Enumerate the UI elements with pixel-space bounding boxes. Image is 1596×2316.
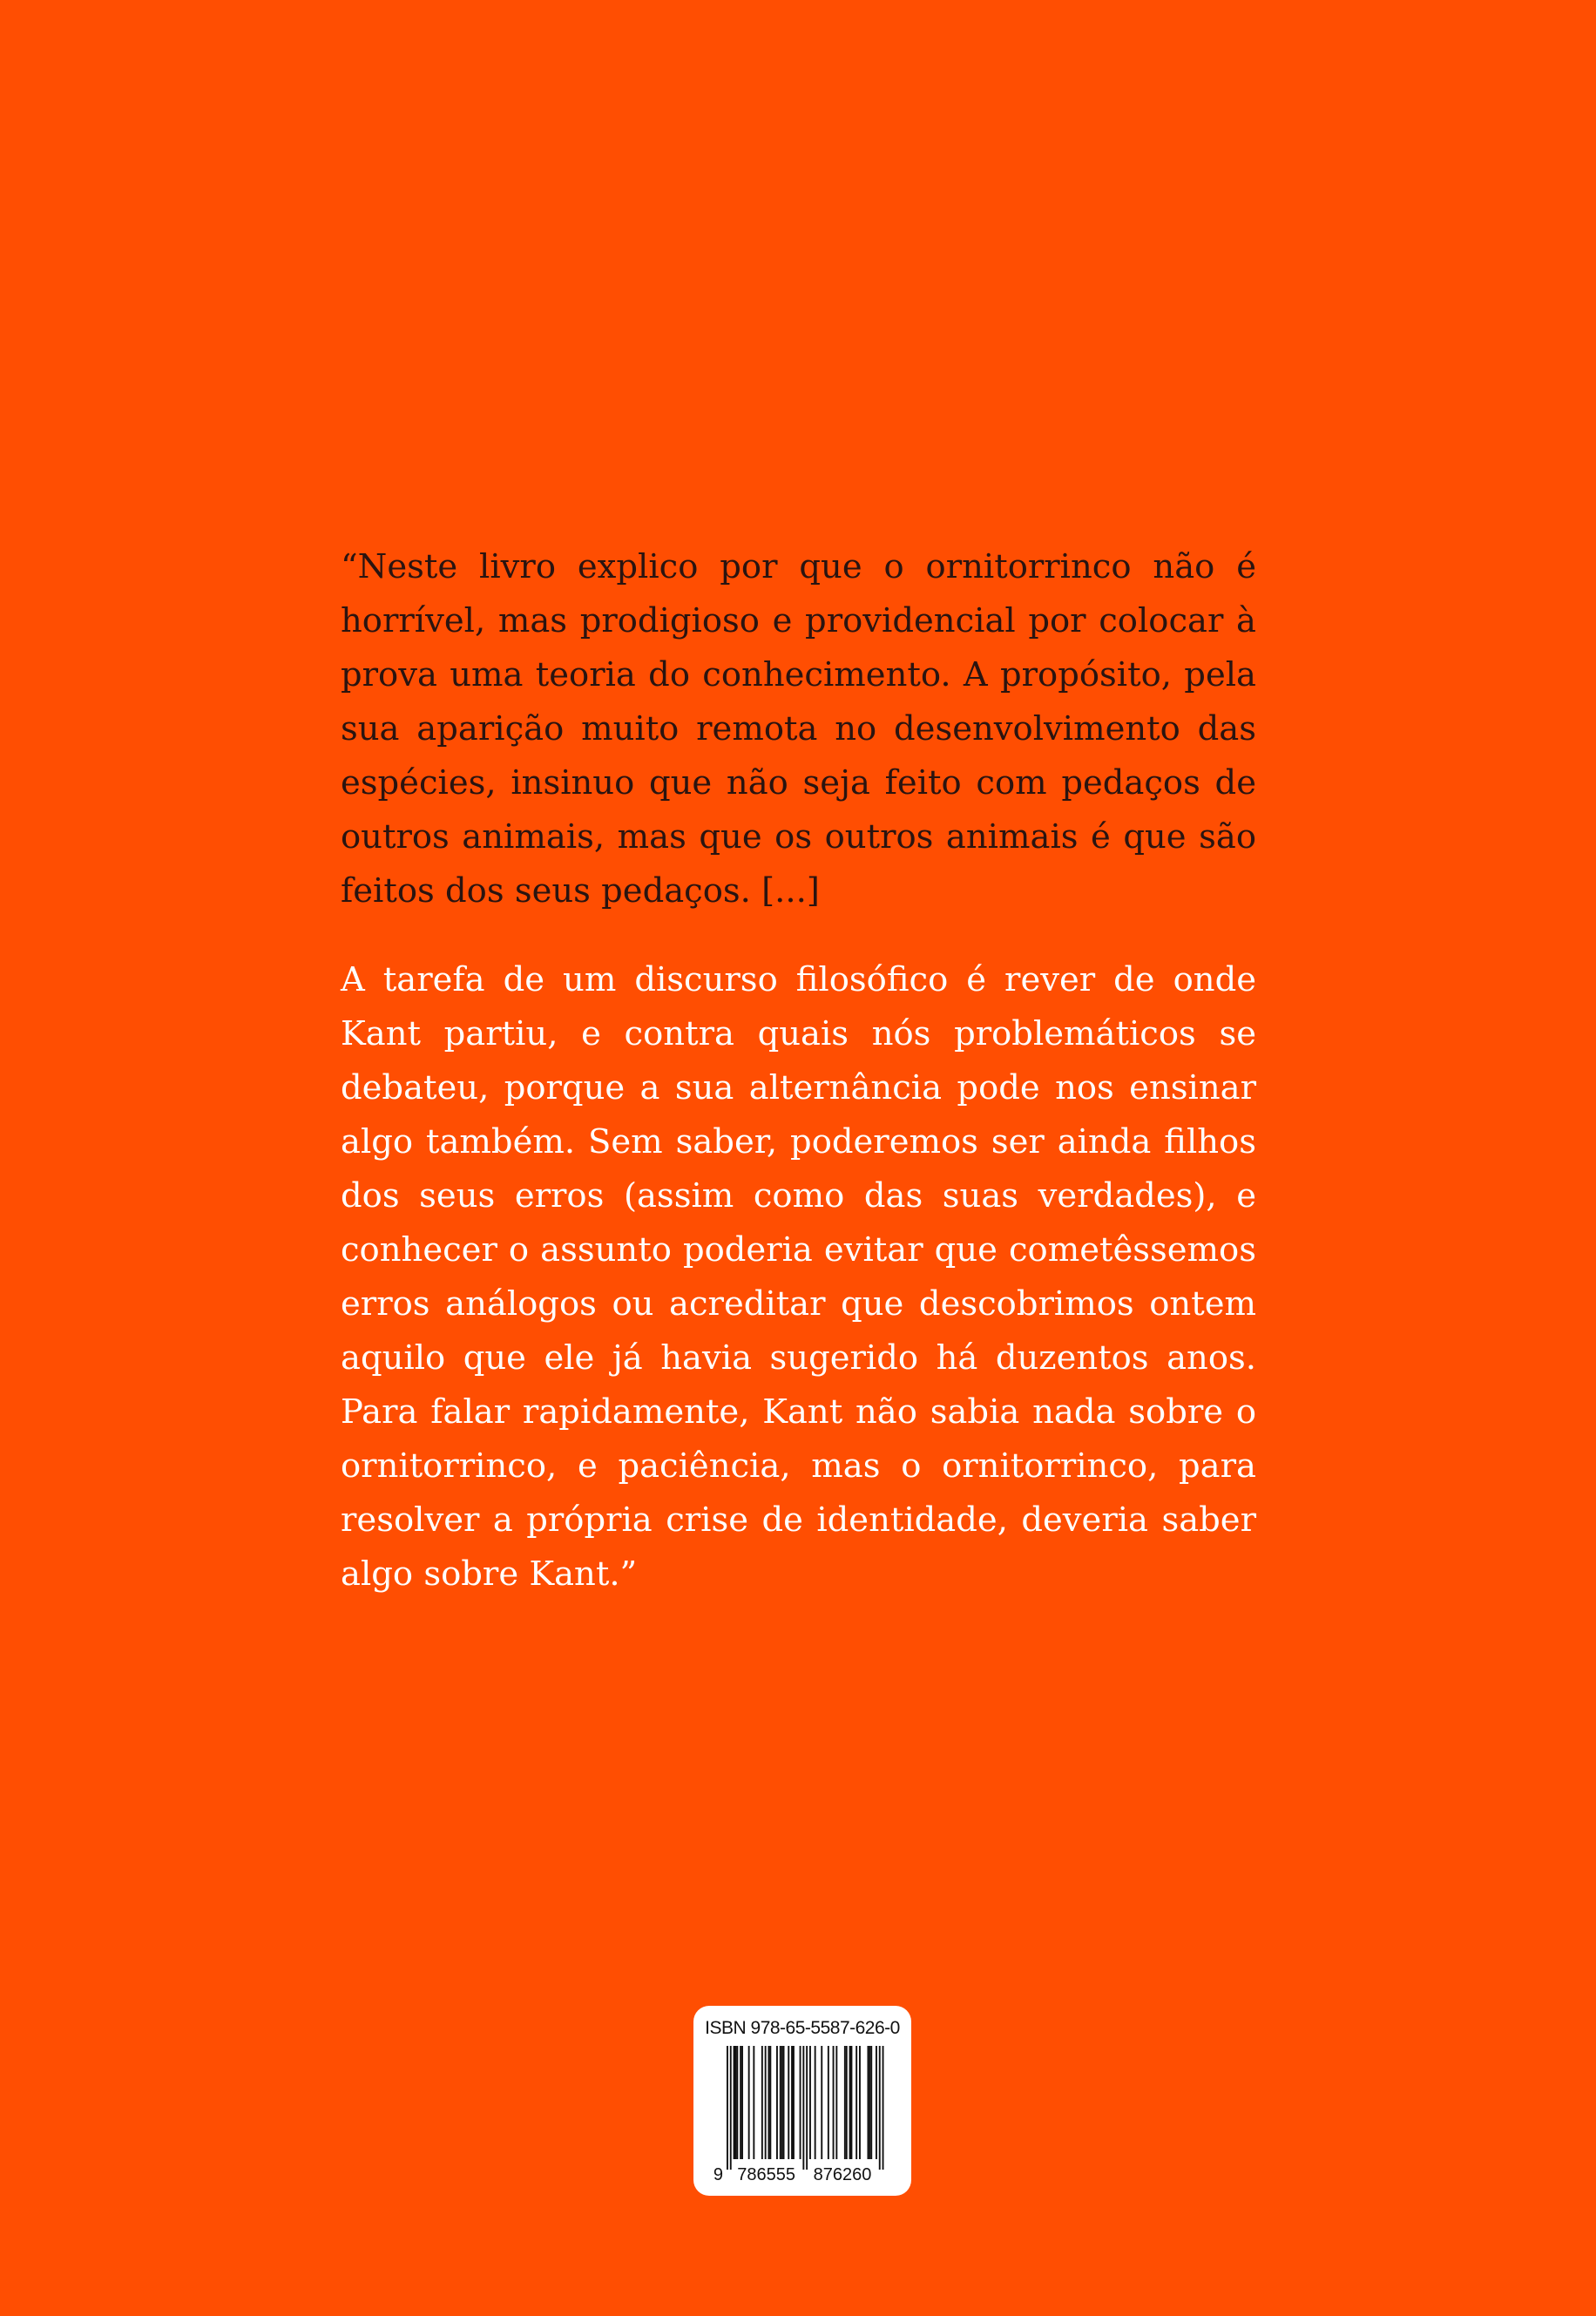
barcode-bar: [776, 2046, 778, 2159]
barcode-bar: [833, 2046, 835, 2159]
barcode-bar: [734, 2046, 735, 2159]
barcode-bar: [748, 2046, 750, 2159]
barcode-bar: [800, 2046, 801, 2159]
barcode-bar: [806, 2046, 808, 2170]
barcode-bar: [781, 2046, 783, 2159]
barcode-bar: [859, 2046, 861, 2159]
barcode-digit-first: 9: [713, 2165, 723, 2184]
barcode-bar: [809, 2046, 811, 2159]
barcode-bar: [740, 2046, 741, 2159]
barcode-bar: [835, 2046, 837, 2159]
barcode-bar: [730, 2046, 732, 2170]
back-cover-quote: [341, 540, 1256, 1602]
quote-paragraph-2: A tarefa de um discurso filosófico é rever de onde Kant partiu, e contra quais nós problemáticos se debateu, porque a sua alternância pode nos ensinar algo também. Sem saber, poderemos ser ainda filhos dos seus erros (assim como das suas verdades), e conhecer o assunto poderia evitar que cometêssemos erros análogos ou acreditar que descobrimos ontem aquilo que ele já havia sugerido há duzentos anos. Para falar rapidamente, Kant não sabia nada sobre o ornitorrinco, e paciência, mas o ornitorrinco, para resolver a própria crise de identidade, deveria saber algo sobre Kant.”: [341, 960, 1256, 1594]
barcode-bar: [741, 2046, 743, 2159]
barcode-bar: [780, 2046, 781, 2159]
barcode-bar: [844, 2046, 846, 2159]
barcode-bar: [883, 2046, 884, 2170]
barcode-icon: [713, 2046, 892, 2185]
barcode-bar: [879, 2046, 881, 2170]
barcode-bar: [768, 2046, 770, 2159]
barcode-bar: [727, 2046, 728, 2170]
barcode-digits-right: 876260: [813, 2165, 872, 2184]
barcode-bar: [870, 2046, 872, 2159]
barcode-bar: [855, 2046, 857, 2159]
barcode-bar: [793, 2046, 795, 2159]
barcode-bar: [821, 2046, 822, 2159]
barcode-bar: [849, 2046, 851, 2159]
barcode-bar: [791, 2046, 793, 2159]
barcode-bar: [735, 2046, 737, 2159]
isbn-number: ISBN 978-65-5587-626-0: [705, 2018, 900, 2038]
barcode-bar: [868, 2046, 869, 2159]
quote-paragraph-1: “Neste livro explico por que o ornitorrinco não é horrível, mas prodigioso e providencial por colocar à prova uma teoria do conhecimento. A propósito, pela sua aparição muito remota no desenvolvimento das espécies, insinuo que não seja feito com pedaços de outros animais, mas que os outros animais é que são feitos dos seus pedaços. [...]: [341, 547, 1256, 911]
barcode-bar: [769, 2046, 771, 2159]
barcode-bar: [869, 2046, 870, 2159]
barcode-bar: [846, 2046, 848, 2159]
barcode-bar: [736, 2046, 738, 2159]
barcode-bar: [802, 2046, 804, 2170]
barcode-digits-left: 786555: [737, 2165, 795, 2184]
barcode-bar: [753, 2046, 754, 2159]
barcode-bar: [788, 2046, 789, 2159]
barcode-bar: [828, 2046, 829, 2159]
barcode-bar: [761, 2046, 763, 2159]
barcode-bar: [815, 2046, 816, 2159]
barcode-bar: [851, 2046, 853, 2159]
barcode-bar: [765, 2046, 767, 2159]
isbn-barcode-label: [693, 2006, 911, 2196]
barcode-bar: [783, 2046, 785, 2159]
barcode-bar: [876, 2046, 877, 2159]
